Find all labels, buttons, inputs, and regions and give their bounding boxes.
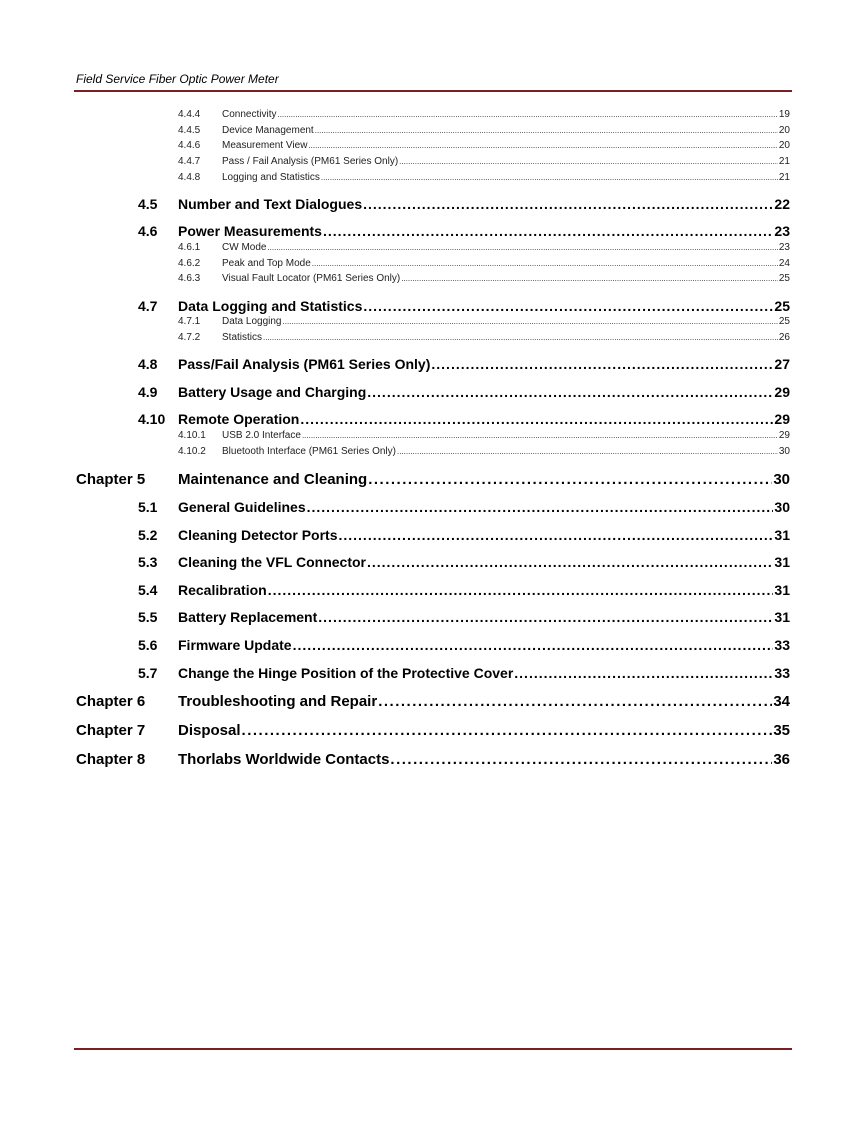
toc-page: 20 xyxy=(778,125,790,136)
toc-entry-4-7-1[interactable] xyxy=(178,316,790,327)
toc-title: Bluetooth Interface (PM61 Series Only) xyxy=(222,446,396,457)
toc-page: 25 xyxy=(774,298,790,314)
toc-leader xyxy=(397,447,778,456)
toc-title: Firmware Update xyxy=(178,637,292,653)
toc-entry-4-10-1[interactable] xyxy=(178,430,790,441)
toc-number: 5.3 xyxy=(138,554,158,570)
toc-leader xyxy=(263,333,778,342)
toc-page: 33 xyxy=(774,665,790,681)
toc-entry-4-6[interactable] xyxy=(138,223,790,239)
toc-entry-5-1[interactable] xyxy=(138,499,790,515)
toc-number: 4.4.4 xyxy=(178,109,201,120)
toc-title: Maintenance and Cleaning xyxy=(178,471,368,488)
toc-leader xyxy=(267,243,777,252)
toc-leader xyxy=(307,499,774,515)
toc-page: 27 xyxy=(774,356,790,372)
toc-leader xyxy=(367,554,773,570)
toc-leader xyxy=(312,259,778,268)
toc-number: 4.6.1 xyxy=(178,242,201,253)
toc-title: Battery Replacement xyxy=(178,609,318,625)
toc-leader xyxy=(338,527,773,543)
toc-page: 20 xyxy=(778,140,790,151)
toc-page: 22 xyxy=(774,196,790,212)
toc-leader xyxy=(401,274,778,283)
toc-title: Statistics xyxy=(222,332,263,343)
toc-entry-chapter-6[interactable] xyxy=(76,693,790,710)
toc-entry-5-5[interactable] xyxy=(138,609,790,625)
toc-entry-4-4-5[interactable] xyxy=(178,125,790,136)
toc-leader xyxy=(318,609,773,625)
toc-leader xyxy=(268,582,774,598)
toc-page: 30 xyxy=(773,471,790,488)
toc-page: 29 xyxy=(774,384,790,400)
toc-entry-4-5[interactable] xyxy=(138,196,790,212)
toc-number: 4.7.1 xyxy=(178,316,201,327)
toc-page: 34 xyxy=(773,693,790,710)
toc-page: 26 xyxy=(778,332,790,343)
toc-title: Peak and Top Mode xyxy=(222,258,311,269)
toc-number: Chapter 7 xyxy=(76,722,146,739)
toc-title: Cleaning Detector Ports xyxy=(178,527,338,543)
toc-page: 30 xyxy=(778,446,790,457)
toc-entry-4-8[interactable] xyxy=(138,356,790,372)
toc-number: 4.7 xyxy=(138,298,158,314)
toc-title: Logging and Statistics xyxy=(222,172,320,183)
toc-leader xyxy=(431,356,773,372)
footer-rule xyxy=(74,1048,792,1050)
toc-title: Disposal xyxy=(178,722,241,739)
toc-title: Cleaning the VFL Connector xyxy=(178,554,366,570)
toc-number: 4.10.2 xyxy=(178,446,206,457)
toc-page: 36 xyxy=(773,751,790,768)
toc-entry-4-10-2[interactable] xyxy=(178,446,790,457)
toc-page: 23 xyxy=(778,242,790,253)
toc-page: 31 xyxy=(774,582,790,598)
toc-title: Visual Fault Locator (PM61 Series Only) xyxy=(222,273,401,284)
toc-entry-4-4-4[interactable] xyxy=(178,109,790,120)
toc-leader xyxy=(315,126,778,135)
toc-number: 4.4.5 xyxy=(178,125,201,136)
toc-entry-4-4-6[interactable] xyxy=(178,140,790,151)
toc-leader xyxy=(363,298,773,314)
toc-title: Measurement View xyxy=(222,140,308,151)
toc-entry-4-4-8[interactable] xyxy=(178,172,790,183)
toc-entry-chapter-5[interactable] xyxy=(76,471,790,488)
toc-entry-chapter-7[interactable] xyxy=(76,722,790,739)
toc-entry-4-10[interactable] xyxy=(138,411,790,427)
running-header-title: Field Service Fiber Optic Power Meter xyxy=(76,72,279,86)
toc-number: 5.6 xyxy=(138,637,158,653)
toc-page: 25 xyxy=(778,273,790,284)
toc-title: Power Measurements xyxy=(178,223,322,239)
toc-title: Recalibration xyxy=(178,582,267,598)
toc-leader xyxy=(302,431,778,440)
toc-title: Number and Text Dialogues xyxy=(178,196,363,212)
toc-entry-4-6-2[interactable] xyxy=(178,258,790,269)
toc-entry-5-6[interactable] xyxy=(138,637,790,653)
toc-entry-5-4[interactable] xyxy=(138,582,790,598)
toc-title: Device Management xyxy=(222,125,314,136)
toc-number: 4.4.7 xyxy=(178,156,201,167)
toc-title: Troubleshooting and Repair xyxy=(178,693,378,710)
toc-page: 21 xyxy=(778,172,790,183)
toc-number: 4.6.2 xyxy=(178,258,201,269)
toc-title: Change the Hinge Position of the Protective Cover xyxy=(178,665,514,681)
toc-leader xyxy=(390,751,772,768)
toc-number: 5.4 xyxy=(138,582,158,598)
toc-number: 4.6.3 xyxy=(178,273,201,284)
toc-title: USB 2.0 Interface xyxy=(222,430,301,441)
toc-entry-4-6-3[interactable] xyxy=(178,273,790,284)
toc-page: 23 xyxy=(774,223,790,239)
toc-page: 19 xyxy=(778,109,790,120)
toc-number: 4.10.1 xyxy=(178,430,206,441)
toc-leader xyxy=(514,665,773,681)
toc-leader xyxy=(293,637,774,653)
toc-title: Pass/Fail Analysis (PM61 Series Only) xyxy=(178,356,431,372)
toc-leader xyxy=(399,157,778,166)
toc-leader xyxy=(308,141,777,150)
toc-leader xyxy=(363,196,773,212)
toc-page: 33 xyxy=(774,637,790,653)
toc-number: Chapter 5 xyxy=(76,471,146,488)
toc-entry-4-9[interactable] xyxy=(138,384,790,400)
toc-number: 4.7.2 xyxy=(178,332,201,343)
toc-page: 21 xyxy=(778,156,790,167)
toc-number: 4.4.8 xyxy=(178,172,201,183)
toc-page: 24 xyxy=(778,258,790,269)
toc-title: Data Logging xyxy=(222,316,282,327)
toc-page: 31 xyxy=(774,527,790,543)
toc-number: 5.7 xyxy=(138,665,158,681)
toc-entry-5-7[interactable] xyxy=(138,665,790,681)
toc-title: Pass / Fail Analysis (PM61 Series Only) xyxy=(222,156,399,167)
toc-title: Remote Operation xyxy=(178,411,300,427)
toc-page: 29 xyxy=(778,430,790,441)
toc-number: 4.6 xyxy=(138,223,158,239)
toc-entry-4-4-7[interactable] xyxy=(178,156,790,167)
toc-entry-4-7[interactable] xyxy=(138,298,790,314)
toc-number: Chapter 6 xyxy=(76,693,146,710)
toc-entry-4-7-2[interactable] xyxy=(178,332,790,343)
toc-page: 31 xyxy=(774,609,790,625)
toc-leader xyxy=(283,317,778,326)
toc-number: Chapter 8 xyxy=(76,751,146,768)
toc-leader xyxy=(378,693,772,710)
toc-entry-chapter-8[interactable] xyxy=(76,751,790,768)
toc-number: 5.2 xyxy=(138,527,158,543)
toc-number: 4.5 xyxy=(138,196,158,212)
toc-number: 5.5 xyxy=(138,609,158,625)
toc-page: 31 xyxy=(774,554,790,570)
toc-title: Data Logging and Statistics xyxy=(178,298,363,314)
toc-title: Thorlabs Worldwide Contacts xyxy=(178,751,390,768)
toc-title: Battery Usage and Charging xyxy=(178,384,367,400)
toc-title: Connectivity xyxy=(222,109,277,120)
toc-number: 4.8 xyxy=(138,356,158,372)
toc-number: 4.9 xyxy=(138,384,158,400)
toc-entry-4-6-1[interactable] xyxy=(178,242,790,253)
toc-entry-5-3[interactable] xyxy=(138,554,790,570)
toc-page: 29 xyxy=(774,411,790,427)
toc-leader xyxy=(367,384,773,400)
toc-leader xyxy=(242,722,773,739)
toc-leader xyxy=(368,471,772,488)
toc-leader xyxy=(323,223,773,239)
toc-title: General Guidelines xyxy=(178,499,306,515)
toc-number: 4.4.6 xyxy=(178,140,201,151)
toc-number: 5.1 xyxy=(138,499,158,515)
toc-page: 25 xyxy=(778,316,790,327)
toc-title: CW Mode xyxy=(222,242,267,253)
toc-page: 35 xyxy=(773,722,790,739)
toc-number: 4.10 xyxy=(138,411,166,427)
toc-entry-5-2[interactable] xyxy=(138,527,790,543)
toc-leader xyxy=(277,110,777,119)
toc-leader xyxy=(300,411,773,427)
toc-leader xyxy=(321,173,778,182)
toc-page: 30 xyxy=(774,499,790,515)
